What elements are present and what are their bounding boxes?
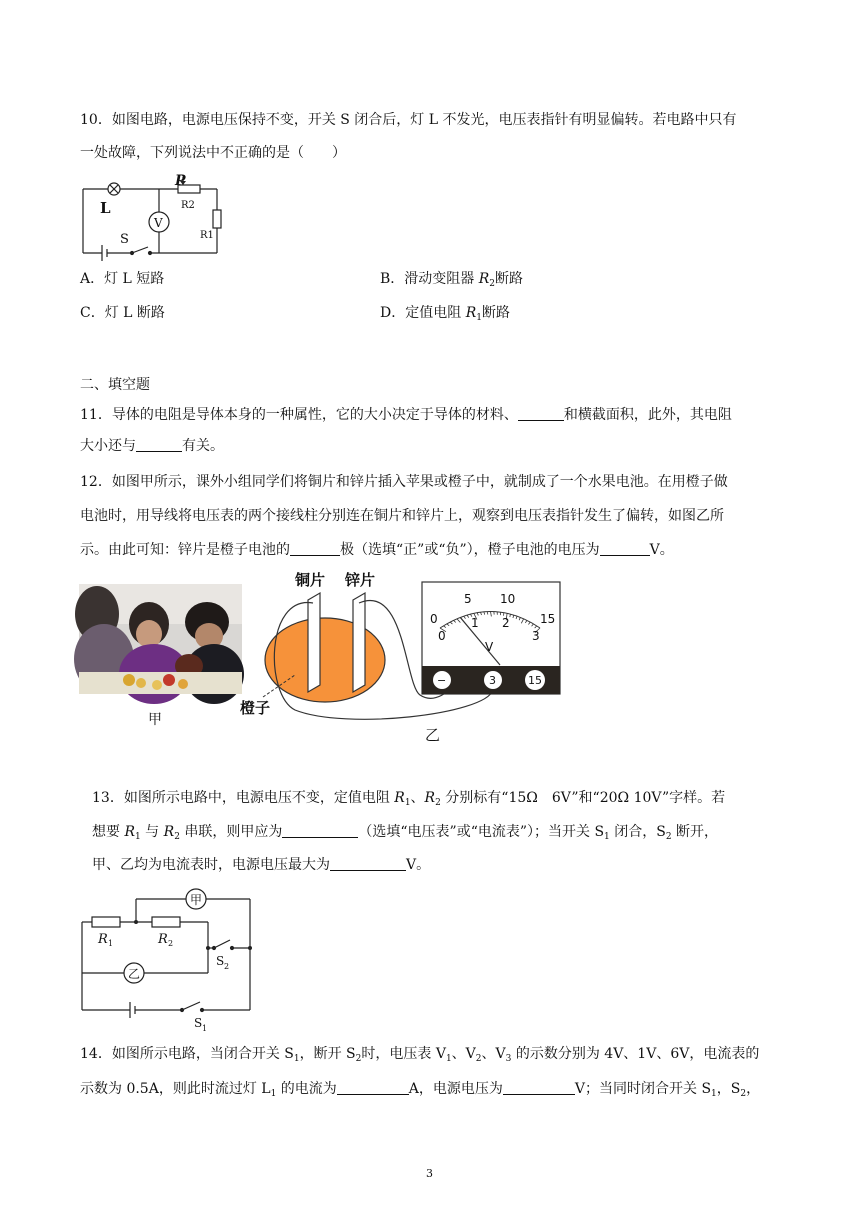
q10-circuit-diagram: [80, 175, 230, 260]
answer-blank[interactable]: [282, 823, 358, 838]
q13-circuit-diagram: [80, 885, 260, 1035]
q10-line1: 10．如图电路，电源电压保持不变，开关 S 闭合后，灯 L 不发光，电压表指针有明显偏转。若电路中只有: [80, 112, 737, 128]
q14-line1: 14．如图所示电路，当闭合开关 $S_1$，断开 $S_2$时，电压表 $V_1$、$V_2$、$V_3$ 的示数分别为 4V、1V、6V，电流表的: [80, 1046, 760, 1064]
answer-blank[interactable]: [330, 856, 406, 871]
meter-bottom-scale-3: 3: [532, 629, 540, 643]
q11-line1: 11．导体的电阻是导体本身的一种属性，它的大小决定于导体的材料、 和横截面积，此外，其电阻: [80, 407, 732, 423]
meter-top-scale-10: 10: [500, 592, 516, 606]
meter-bottom-scale-2: 2: [502, 616, 510, 630]
q12-fruit-battery-figure: [235, 565, 565, 745]
q12-copper-label: 铜片: [295, 571, 326, 589]
q13-fig-yi: 乙: [128, 967, 141, 981]
q13-fig-R2: R: [158, 932, 168, 947]
answer-blank[interactable]: [337, 1080, 409, 1095]
q10-fig-label-V: V: [154, 216, 163, 230]
q10-option-c: C．灯 L 断路: [80, 305, 165, 321]
q12-orange-label: 橙子: [240, 699, 271, 717]
meter-terminal-3: 3: [489, 674, 496, 687]
q10-fig-label-P: P: [175, 173, 186, 189]
q11-line2: 大小还与 有关。: [80, 438, 224, 454]
q10-fig-label-S: S: [120, 232, 129, 247]
q13-line1: 13．如图所示电路中，电源电压不变，定值电阻 $R_1$、$R_2$ 分别标有“15Ω 6V”和“20Ω 10V”字样。若: [92, 790, 726, 808]
q12-fig-yi-caption: 乙: [425, 726, 441, 744]
answer-blank[interactable]: [600, 541, 650, 556]
q14-line2: 示数为 0.5A，则此时流过灯 $L_1$ 的电流为 A，电源电压为 V；当同时闭合开关 $S_1$，$S_2$，: [80, 1081, 761, 1099]
meter-top-scale-15: 15: [540, 612, 556, 626]
q13-line3: 甲、乙均为电流表时，电源电压最大为 V。: [92, 857, 431, 873]
meter-top-scale-5: 5: [464, 592, 472, 606]
answer-blank[interactable]: [518, 406, 564, 421]
section-heading: 二、填空题: [80, 377, 150, 393]
answer-blank[interactable]: [136, 437, 182, 452]
meter-terminal-negative: −: [437, 674, 447, 687]
svg-text:1: 1: [202, 1024, 208, 1033]
meter-bottom-scale-1: 1: [471, 616, 479, 630]
svg-text:1: 1: [108, 939, 114, 948]
q13-fig-R1: R: [98, 932, 108, 947]
svg-text:2: 2: [168, 939, 174, 948]
meter-top-scale-0: 0: [430, 612, 438, 626]
q10-option-b: B．滑动变阻器 $R_2$断路: [380, 271, 524, 289]
q12-zinc-label: 锌片: [345, 571, 376, 589]
q12-line2: 电池时，用导线将电压表的两个接线柱分别连在铜片和锌片上，观察到电压表指针发生了偏转，如图乙所: [80, 508, 724, 524]
q10-fig-label-L: L: [100, 199, 111, 217]
meter-terminal-15: 15: [528, 674, 542, 687]
q13-fig-S2: S: [216, 954, 225, 968]
q13-fig-S1: S: [194, 1016, 203, 1030]
meter-bottom-scale-0: 0: [438, 629, 446, 643]
q10-line2: 一处故障，下列说法中不正确的是（ ）: [80, 145, 346, 161]
q12-fig-jia-caption: 甲: [148, 712, 162, 728]
q10-option-d: D．定值电阻 $R_1$断路: [380, 305, 510, 323]
q13-line2: 想要 $R_1$ 与 $R_2$ 串联，则甲应为 （选填“电压表”或“电流表”）；当开关 $S_1$ 闭合，$S_2$ 断开，: [92, 824, 719, 842]
q10-fig-label-R1: R1: [200, 230, 214, 241]
q13-fig-jia: 甲: [190, 893, 203, 907]
q12-line1: 12．如图甲所示，课外小组同学们将铜片和锌片插入苹果或橙子中，就制成了一个水果电池。在用橙子做: [80, 474, 728, 490]
q12-photo-students: [79, 584, 242, 694]
q10-option-a: A．灯 L 短路: [80, 271, 165, 287]
page-number: 3: [426, 1167, 433, 1180]
q12-line3: 示。由此可知：锌片是橙子电池的 极（选填“正”或“负”），橙子电池的电压为 V。: [80, 542, 674, 558]
answer-blank[interactable]: [290, 541, 340, 556]
meter-unit-label: V: [485, 640, 494, 654]
q10-fig-label-R2: R2: [181, 200, 195, 211]
svg-text:2: 2: [224, 962, 230, 971]
answer-blank[interactable]: [503, 1080, 575, 1095]
